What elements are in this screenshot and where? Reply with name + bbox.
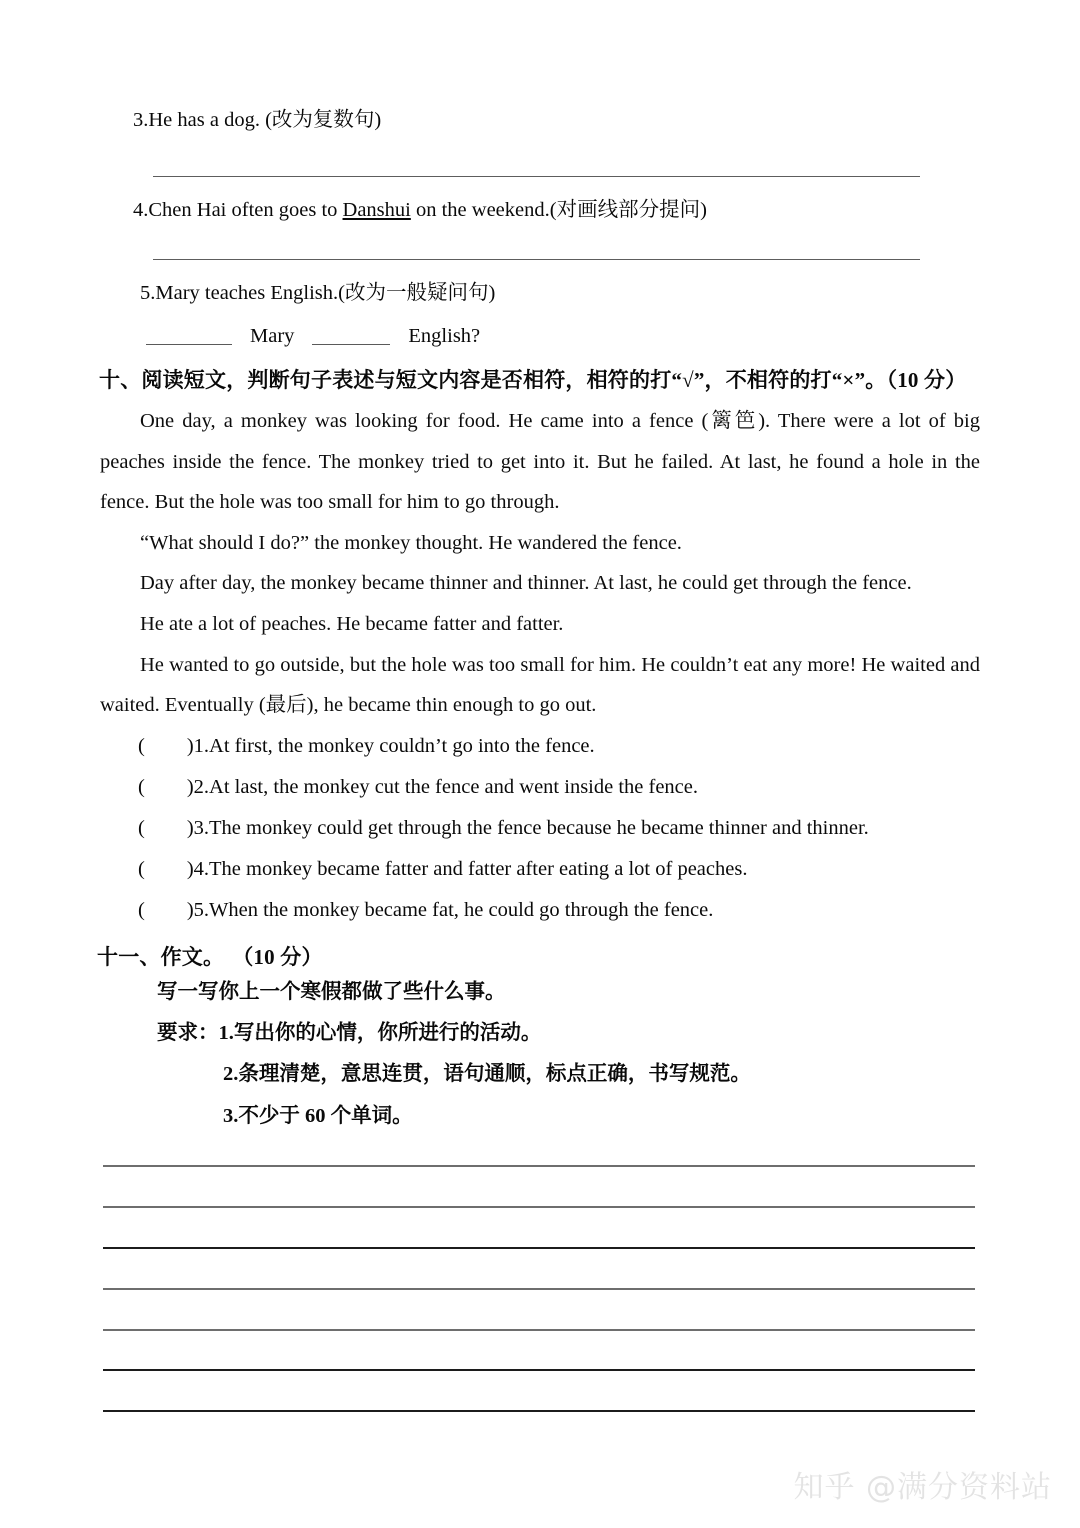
tf-statement-5-text: When the monkey became fat, he could go through the fence. — [209, 899, 714, 921]
tf-statement-3-text: The monkey could get through the fence because he became thinner and thinner. — [209, 817, 869, 839]
watermark: 知乎 @满分资料站 — [793, 1470, 1052, 1505]
writing-line-4[interactable] — [103, 1288, 975, 1290]
composition-section-points: （10 分） — [232, 945, 323, 969]
tf-statement-1-number: 1. — [193, 735, 210, 757]
question-3-number: 3. — [133, 109, 149, 131]
tf-statement-3-number: 3. — [193, 817, 210, 839]
tf-statement-5-number: 5. — [193, 899, 210, 921]
writing-line-5[interactable] — [103, 1329, 975, 1331]
composition-prompt: 写一写你上一个寒假都做了些什么事。 — [157, 981, 506, 1003]
question-4-text-after: on the weekend.(对画线部分提问) — [410, 199, 707, 221]
question-3 — [133, 110, 381, 131]
question-3-text: He has a dog. (改为复数句) — [148, 109, 382, 131]
question-4-number: 4. — [133, 199, 149, 221]
answer-word-mary: Mary — [250, 325, 295, 347]
writing-line-2[interactable] — [103, 1206, 975, 1208]
question-5-answer-row — [146, 326, 480, 347]
composition-requirement-3: 3.不少于 60 个单词。 — [223, 1105, 413, 1127]
tf-statement-2-text: At last, the monkey cut the fence and went inside the fence. — [209, 776, 699, 798]
tf-statement-4-text: The monkey became fatter and fatter after eating a lot of peaches. — [209, 858, 748, 880]
writing-line-3[interactable] — [103, 1247, 975, 1249]
writing-line-7[interactable] — [103, 1410, 975, 1412]
reading-section-heading — [99, 364, 966, 394]
passage-paragraph-5: He wanted to go outside, but the hole was too small for him. He couldn’t eat any more! He waited and waited. Eventually (最后), he became thin enough to go out. — [100, 653, 980, 717]
tf-statement-2-number: 2. — [193, 776, 210, 798]
answer-blank-1[interactable] — [146, 344, 232, 345]
question-4-text-before: Chen Hai often goes to — [148, 199, 343, 221]
question-5-number: 5. — [140, 282, 156, 304]
tf-statement-4 — [138, 859, 747, 880]
tf-statement-1 — [138, 736, 595, 757]
reading-section-number: 十、 — [99, 368, 142, 392]
composition-requirement-2: 2.条理清楚，意思连贯，语句通顺，标点正确，书写规范。 — [223, 1063, 751, 1085]
tf-answer-box-5[interactable]: ( ) — [138, 899, 194, 921]
question-5 — [140, 283, 495, 304]
answer-blank-2[interactable] — [312, 344, 390, 345]
tf-statement-5 — [138, 900, 713, 921]
question-4 — [133, 200, 707, 221]
tf-statement-2 — [138, 777, 698, 798]
tf-statement-3 — [138, 818, 869, 839]
composition-requirements-label: 要求： — [157, 1022, 219, 1044]
writing-line-6[interactable] — [103, 1369, 975, 1371]
question-5-text: Mary teaches English.(改为一般疑问句) — [155, 282, 496, 304]
composition-section-heading — [97, 941, 323, 971]
tf-statement-4-number: 4. — [193, 858, 210, 880]
reading-section-title: 阅读短文，判断句子表述与短文内容是否相符，相符的打“√”，不相符的打“×”。 — [141, 368, 887, 392]
question-4-underlined-term: Danshui — [342, 199, 411, 221]
tf-answer-box-1[interactable]: ( ) — [138, 735, 194, 757]
answer-rule-4[interactable] — [153, 259, 920, 260]
tf-answer-box-2[interactable]: ( ) — [138, 776, 194, 798]
composition-section-number: 十一、 — [97, 945, 161, 969]
writing-line-1[interactable] — [103, 1165, 975, 1167]
answer-rule-3[interactable] — [153, 176, 920, 177]
passage-paragraph-3: Day after day, the monkey became thinner and thinner. At last, he could get through the fence. — [140, 572, 912, 595]
tf-answer-box-4[interactable]: ( ) — [138, 858, 194, 880]
answer-word-english: English? — [408, 325, 481, 347]
composition-requirement-1: 1.写出你的心情，你所进行的活动。 — [218, 1022, 542, 1044]
reading-section-points: （10 分） — [886, 368, 967, 392]
passage-paragraph-2: “What should I do?” the monkey thought. He wandered the fence. — [140, 531, 682, 554]
tf-statement-1-text: At first, the monkey couldn’t go into the fence. — [209, 735, 595, 757]
passage-paragraph-1: One day, a monkey was looking for food. He came into a fence (篱笆). There were a lot of big peaches inside the fence. The monkey tried to get into it. But he failed. At last, he found a hole in the fence. But the hole was too small for him to go through. — [100, 410, 980, 514]
tf-answer-box-3[interactable]: ( ) — [138, 817, 194, 839]
passage-paragraph-4: He ate a lot of peaches. He became fatter and fatter. — [140, 612, 564, 635]
composition-requirements-row-1 — [157, 1023, 541, 1044]
reading-passage — [100, 401, 980, 726]
composition-section-title: 作文。 — [160, 945, 225, 969]
